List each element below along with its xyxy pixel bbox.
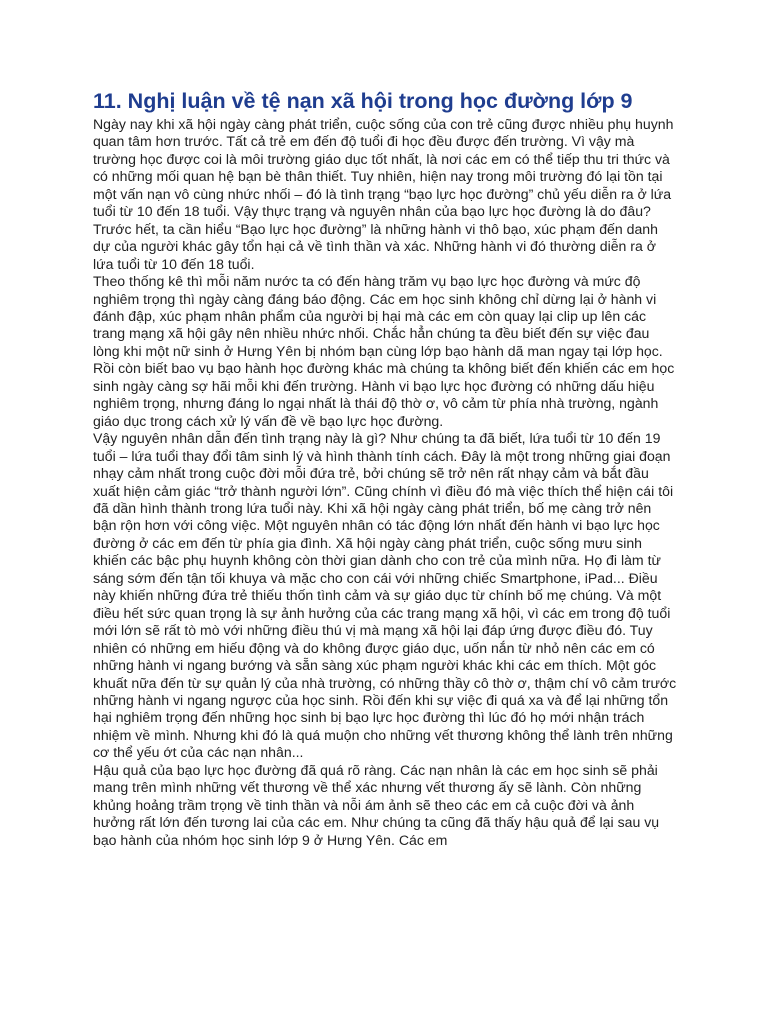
paragraph-causes: Vậy nguyên nhân dẫn đến tình trạng này là gì? Như chúng ta đã biết, lứa tuổi từ 10 đến 19 tuổi – lứa tuổi thay đổi tâm sinh lý và hình thành tính cách. Đây là một trong những giai đoạn nhạy cảm nhất trong cuộc đời mỗi đứa trẻ, bởi chúng sẽ trở nên rất nhạy cảm và bắt đầu xuất hiện cảm giác “trở thành người lớn”. Cũng chính vì điều đó mà việc thích thể hiện cái tôi đã dần hình thành trong lứa tuổi này. Khi xã hội ngày càng phát triển, bố mẹ càng trở nên bận rộn hơn với công việc. Một nguyên nhân có tác động lớn nhất đến hành vi bạo lực học đường ở các em đến từ phía gia đình. Xã hội ngày càng phát triển, cuộc sống mưu sinh khiến các bậc phụ huynh không còn thời gian dành cho con trẻ của mình nữa. Họ đi làm từ sáng sớm đến tận tối khuya và mặc cho con cái với những chiếc Smartphone, iPad... Điều này khiến những đứa trẻ thiếu thốn tình cảm và sự giáo dục từ chính bố mẹ chúng. Và một điều hết sức quan trọng là sự ảnh hưởng của các trang mạng xã hội, vì các em trong độ tuổi mới lớn sẽ rất tò mò với những điều thú vị mà mạng xã hội lại đáp ứng được điều đó. Tuy nhiên có những em hiếu động và do không được giáo dục, uốn nắn từ nhỏ nên các em có những hành vi ngang bướng và sẵn sàng xúc phạm người khác khi các em thích. Một góc khuất nữa đến từ sự quản lý của nhà trường, có những thầy cô thờ ơ, thậm chí vô cảm trước những hành vi ngang ngược của học sinh. Rồi đến khi sự việc đi quá xa và để lại những tổn hại nghiêm trọng đến những học sinh bị bạo lực học đường thì lúc đó họ mới nhận trách nhiệm về mình. Nhưng khi đó là quá muộn cho những vết thương không thể lành trên những cơ thể yếu ớt của các nạn nhân...: [93, 430, 677, 761]
paragraph-intro: Ngày nay khi xã hội ngày càng phát triển, cuộc sống của con trẻ cũng được nhiều phụ huynh quan tâm hơn trước. Tất cả trẻ em đến độ tuổi đi học đều được đến trường. Vì vậy mà trường học được coi là môi trường giáo dục tốt nhất, là nơi các em có thể tiếp thu tri thức và có những mối quan hệ bạn bè thân thiết. Tuy nhiên, hiện nay trong môi trường đó lại tồn tại một vấn nạn vô cùng nhức nhối – đó là tình trạng “bạo lực học đường” chủ yếu diễn ra ở lứa tuổi từ 10 đến 18 tuổi. Vậy thực trạng và nguyên nhân của bạo lực học đường là do đâu?: [93, 116, 674, 220]
paragraph-definition: Trước hết, ta cần hiểu “Bạo lực học đường” là những hành vi thô bạo, xúc phạm đến danh dự của người khác gây tổn hại cả về tình thần và xác. Những hành vi đó thường diễn ra ở lứa tuổi từ 10 đến 18 tuổi.: [93, 220, 658, 272]
document-title: 11. Nghị luận về tệ nạn xã hội trong học đường lớp 9: [93, 89, 633, 113]
paragraph-statistics: Theo thống kê thì mỗi năm nước ta có đến hàng trăm vụ bạo lực học đường và mức độ nghiêm trọng thì ngày càng đáng báo động. Các em học sinh không chỉ dừng lại ở hành vi đánh đập, xúc phạm nhân phẩm của người bị hại mà các em còn quay lại clip up lên các trang mạng xã hội gây nên nhiều nhức nhối. Chắc hẳn chúng ta đều biết đến sự việc đau lòng khi một nữ sinh ở Hưng Yên bị nhóm bạn cùng lớp bạo hành dã man ngay tại lớp học. Rồi còn biết bao vụ bạo hành học đường khác mà chúng ta không biết đến khiến các em học sinh ngày càng sợ hãi mỗi khi đến trường. Hành vi bạo lực học đường có những dấu hiệu nghiêm trọng, nhưng đáng lo ngại nhất là thái độ thờ ơ, vô cảm từ phía nhà trường, ngành giáo dục trong cách xử lý vấn đề về bạo lực học đường.: [93, 273, 675, 429]
paragraph-consequences: Hậu quả của bạo lực học đường đã quá rõ ràng. Các nạn nhân là các em học sinh sẽ phải mang trên mình những vết thương về thể xác nhưng vết thương ấy sẽ lành. Còn những khủng hoảng trầm trọng về tinh thần và nỗi ám ảnh sẽ theo các em cả cuộc đời và ảnh hưởng rất lớn đến tương lai của các em. Như chúng ta cũng đã thấy hậu quả để lại sau vụ bạo hành của nhóm học sinh lớp 9 ở Hưng Yên. Các em: [93, 761, 660, 848]
document-body: [93, 116, 678, 849]
